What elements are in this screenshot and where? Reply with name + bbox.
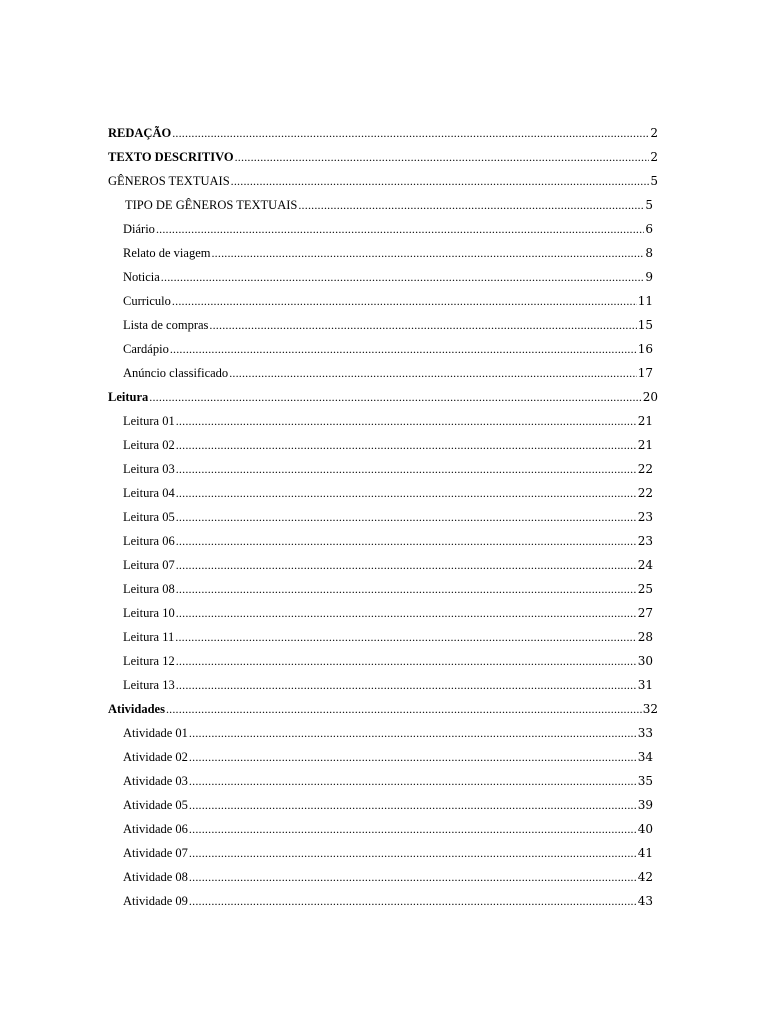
toc-entry[interactable] <box>108 265 658 289</box>
toc-entry-page-number: 2 <box>650 150 658 164</box>
toc-entry-page-number: 2 <box>650 126 658 140</box>
toc-entry-title: Atividade 01 <box>123 726 188 740</box>
toc-entry-title: Relato de viagem <box>123 246 211 260</box>
dot-leader <box>189 769 637 793</box>
toc-entry-page-number: 34 <box>637 750 653 764</box>
toc-entry[interactable] <box>108 409 658 433</box>
toc-entry-title: Lista de compras <box>123 318 209 332</box>
toc-entry[interactable] <box>108 385 658 409</box>
dot-leader <box>189 841 637 865</box>
toc-entry-title: Leitura 13 <box>123 678 175 692</box>
toc-entry[interactable] <box>108 481 658 505</box>
toc-entry-page-number: 15 <box>637 318 653 332</box>
toc-entry-title: REDAÇÃO <box>108 126 172 140</box>
dot-leader <box>175 625 636 649</box>
dot-leader <box>176 481 637 505</box>
toc-entry-title: Leitura 03 <box>123 462 175 476</box>
toc-entry-page-number: 27 <box>637 606 653 620</box>
toc-entry-page-number: 9 <box>645 270 653 284</box>
toc-entry-page-number: 40 <box>637 822 653 836</box>
dot-leader <box>176 553 637 577</box>
toc-entry-page-number: 11 <box>637 294 653 308</box>
dot-leader <box>176 529 637 553</box>
toc-entry-title: Noticia <box>123 270 160 284</box>
toc-entry-title: Leitura 05 <box>123 510 175 524</box>
toc-entry-title: Atividade 06 <box>123 822 188 836</box>
table-of-contents <box>108 121 658 913</box>
dot-leader <box>176 433 637 457</box>
toc-entry-page-number: 6 <box>645 222 653 236</box>
toc-entry-title: TEXTO DESCRITIVO <box>108 150 234 164</box>
toc-entry-title: Atividades <box>108 702 165 716</box>
toc-entry-title: Leitura 12 <box>123 654 175 668</box>
toc-entry-page-number: 21 <box>637 438 653 452</box>
toc-entry-title: Leitura 01 <box>123 414 175 428</box>
dot-leader <box>176 577 637 601</box>
toc-entry-page-number: 20 <box>642 390 658 404</box>
toc-entry[interactable] <box>108 889 658 913</box>
toc-entry[interactable] <box>108 577 658 601</box>
toc-entry-title: TIPO DE GÊNEROS TEXTUAIS <box>125 198 298 212</box>
toc-entry[interactable] <box>108 337 658 361</box>
toc-entry-page-number: 16 <box>637 342 653 356</box>
dot-leader <box>231 169 650 193</box>
toc-entry[interactable] <box>108 673 658 697</box>
toc-entry-page-number: 33 <box>637 726 653 740</box>
toc-entry-page-number: 23 <box>637 510 653 524</box>
dot-leader <box>176 649 637 673</box>
toc-entry-title: Leitura 02 <box>123 438 175 452</box>
toc-entry[interactable] <box>108 505 658 529</box>
dot-leader <box>172 121 649 145</box>
toc-entry-page-number: 25 <box>637 582 653 596</box>
dot-leader <box>189 745 637 769</box>
toc-entry[interactable] <box>108 361 658 385</box>
toc-entry-page-number: 42 <box>637 870 653 884</box>
dot-leader <box>166 697 642 721</box>
toc-entry[interactable] <box>108 121 658 145</box>
toc-entry[interactable] <box>108 697 658 721</box>
toc-entry-page-number: 30 <box>637 654 653 668</box>
toc-entry-title: Atividade 03 <box>123 774 188 788</box>
toc-entry-page-number: 35 <box>637 774 653 788</box>
dot-leader <box>176 601 637 625</box>
toc-entry[interactable] <box>108 433 658 457</box>
toc-entry-page-number: 5 <box>645 198 653 212</box>
toc-entry-page-number: 22 <box>637 486 653 500</box>
toc-entry[interactable] <box>108 649 658 673</box>
toc-entry-title: Atividade 02 <box>123 750 188 764</box>
dot-leader <box>211 241 644 265</box>
toc-entry[interactable] <box>108 457 658 481</box>
dot-leader <box>176 409 637 433</box>
toc-entry-title: Leitura 08 <box>123 582 175 596</box>
toc-entry-title: Atividade 07 <box>123 846 188 860</box>
toc-entry-title: Curriculo <box>123 294 171 308</box>
toc-entry-title: Atividade 08 <box>123 870 188 884</box>
toc-entry-page-number: 23 <box>637 534 653 548</box>
toc-entry[interactable] <box>108 793 658 817</box>
dot-leader <box>176 673 637 697</box>
dot-leader <box>189 793 637 817</box>
toc-entry[interactable] <box>108 241 658 265</box>
toc-entry-page-number: 17 <box>637 366 653 380</box>
toc-entry[interactable] <box>108 289 658 313</box>
toc-entry-title: Anúncio classificado <box>123 366 229 380</box>
toc-entry-page-number: 39 <box>637 798 653 812</box>
toc-entry[interactable] <box>108 529 658 553</box>
toc-entry[interactable] <box>108 721 658 745</box>
toc-entry-title: Diário <box>123 222 155 236</box>
toc-entry-page-number: 31 <box>637 678 653 692</box>
toc-entry-title: Leitura <box>108 390 149 404</box>
toc-entry-title: Leitura 11 <box>123 630 175 644</box>
toc-entry[interactable] <box>108 217 658 241</box>
dot-leader <box>176 457 637 481</box>
toc-entry[interactable] <box>108 553 658 577</box>
dot-leader <box>149 385 641 409</box>
toc-entry-page-number: 28 <box>637 630 653 644</box>
toc-entry[interactable] <box>108 169 658 193</box>
toc-entry-title: Cardápio <box>123 342 169 356</box>
toc-entry-page-number: 43 <box>637 894 653 908</box>
toc-entry-title: Leitura 06 <box>123 534 175 548</box>
toc-entry-title: Atividade 09 <box>123 894 188 908</box>
toc-entry-title: Leitura 07 <box>123 558 175 572</box>
toc-entry-title: Leitura 10 <box>123 606 175 620</box>
dot-leader <box>229 361 637 385</box>
toc-entry[interactable] <box>108 769 658 793</box>
dot-leader <box>189 721 637 745</box>
toc-entry[interactable] <box>108 601 658 625</box>
dot-leader <box>170 337 637 361</box>
dot-leader <box>189 865 637 889</box>
toc-entry-title: Atividade 05 <box>123 798 188 812</box>
toc-entry[interactable] <box>108 313 658 337</box>
toc-entry[interactable] <box>108 193 658 217</box>
toc-entry-page-number: 22 <box>637 462 653 476</box>
toc-entry[interactable] <box>108 841 658 865</box>
dot-leader <box>189 817 637 841</box>
toc-entry-page-number: 32 <box>642 702 658 716</box>
dot-leader <box>172 289 637 313</box>
dot-leader <box>161 265 645 289</box>
toc-entry[interactable] <box>108 145 658 169</box>
toc-entry[interactable] <box>108 865 658 889</box>
dot-leader <box>189 889 637 913</box>
dot-leader <box>156 217 644 241</box>
dot-leader <box>176 505 637 529</box>
toc-entry[interactable] <box>108 817 658 841</box>
dot-leader <box>209 313 636 337</box>
toc-entry-page-number: 41 <box>637 846 653 860</box>
toc-entry-page-number: 24 <box>637 558 653 572</box>
toc-entry-title: GÊNEROS TEXTUAIS <box>108 174 230 188</box>
toc-entry[interactable] <box>108 625 658 649</box>
toc-entry-page-number: 21 <box>637 414 653 428</box>
dot-leader <box>235 145 650 169</box>
toc-entry-page-number: 8 <box>645 246 653 260</box>
toc-entry-page-number: 5 <box>650 174 658 188</box>
dot-leader <box>298 193 644 217</box>
toc-entry[interactable] <box>108 745 658 769</box>
toc-entry-title: Leitura 04 <box>123 486 175 500</box>
